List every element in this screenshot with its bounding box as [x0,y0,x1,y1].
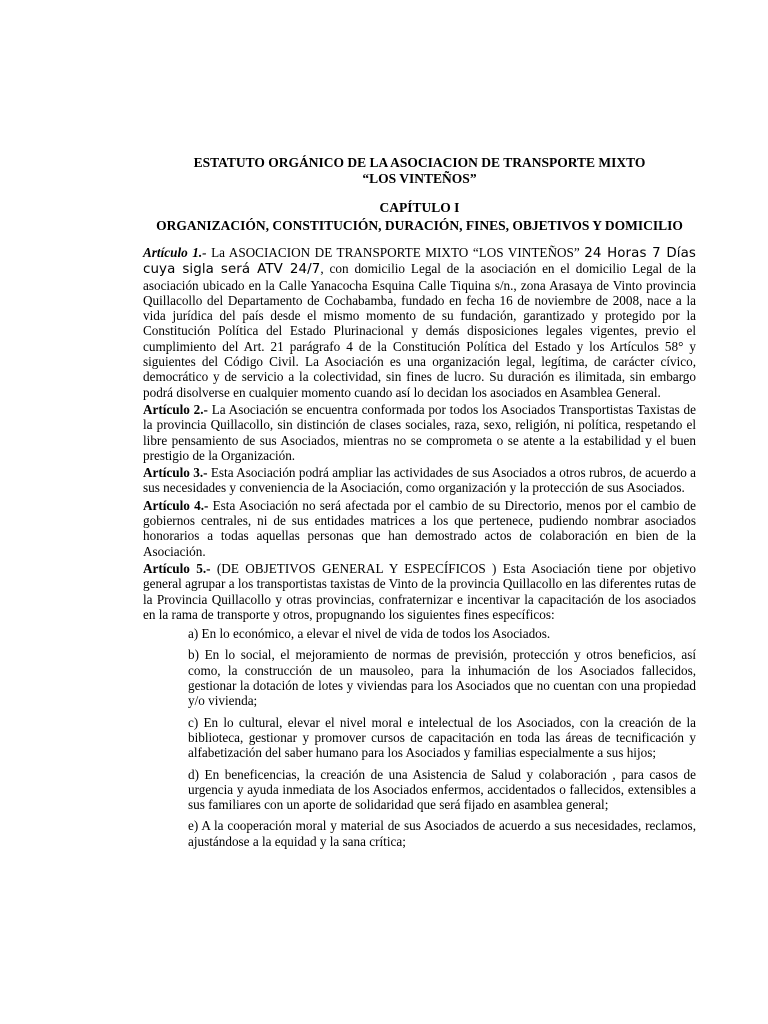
title-line-1: ESTATUTO ORGÁNICO DE LA ASOCIACION DE TRANSPORTE MIXTO [193,155,646,170]
document-page [143,155,696,855]
article-1-text-pre: La ASOCIACION DE TRANSPORTE MIXTO “LOS VINTEÑOS” [206,245,585,260]
article-3 [143,465,696,496]
article-5-label: Artículo 5.- [143,560,211,576]
article-2-label: Artículo 2.- [143,401,208,417]
article-2 [143,402,696,463]
article-1-sigla: 24 Horas 7 Días cuya sigla será ATV 24/7 [143,246,696,278]
document-title [143,155,696,187]
title-line-2: “LOS VINTEÑOS” [362,171,477,186]
article-1-label: Artículo 1.- [143,245,207,260]
article-3-text: Esta Asociación podrá ampliar las actividades de sus Asociados a otros rubros, de acuerdo a sus necesidades y conveniencia de la Asociación, como organización y la protección de sus Asociados. [143,465,696,496]
article-4-text: Esta Asociación no será afectada por el cambio de su Directorio, menos por el cambio de gobiernos centrales, ni de sus entidades matrices a los que pertenece, pudiendo nombrar asociados honorarios a todas aquellas personas que han demostrado actos de colaboración en bien de la Asociación. [143,497,696,559]
fin-item-b: b) En lo social, el mejoramiento de normas de previsión, protección y otros beneficios, así como, la construcción de un mausoleo, para la inhumación de los Asociados fallecidos, gestionar la dotación de lotes y viviendas para los Asociados que no cuentan con una propiedad y/o vivienda; [188,647,696,709]
article-5-text: (DE OBJETIVOS GENERAL Y ESPECÍFICOS ) Esta Asociación tiene por objetivo general agrupar a los transportistas taxistas de Vinto de la provincia Quillacollo en las diferentes rutas de la Provincia Quillacollo y otras provincias, confraternizar e incentivar la capacitación de los asociados en la rama de transporte y otros, propugnando los siguientes fines específicos: [143,560,697,622]
chapter-subtitle: ORGANIZACIÓN, CONSTITUCIÓN, DURACIÓN, FINES, OBJETIVOS Y DOMICILIO [156,218,683,233]
article-1-text-post: , con domicilio Legal de la asociación en el domicilio Legal de la asociación ubicado en la Calle Yanacocha Esquina Calle Tiquina s/n., zona Arasaya de Vinto provincia Quillacollo del Departamento de Cochabamba, fundado en fecha 16 de noviembre de 2008, nace a la vida jurídica del país desde el mismo momento de su fundación, garantizado y protegido por la Constitución Política del Estado Plurinacional y demás disposiciones legales vigentes, previo el cumplimiento del Art. 21 parágrafo 4 de la Constitución Política del Estado y los Artículos 58° y siguientes del Código Civil. La Asociación es una organización legal, legítima, de carácter cívico, democrático y de servicio a la colectividad, sin fines de lucro. Su duración es ilimitada, sin embargo podrá disolverse en cualquier momento cuando así lo decidan los asociados en Asamblea General. [143,261,696,400]
fin-item-e: e) A la cooperación moral y material de sus Asociados de acuerdo a sus necesidades, reclamos, ajustándose a la equidad y la sana crítica; [188,818,696,849]
article-4-label: Artículo 4.- [143,497,209,513]
fin-item-c: c) En lo cultural, elevar el nivel moral e intelectual de los Asociados, con la creación de la biblioteca, gestionar y promover cursos de capacitación en toda las áreas de tecnificación y alfabetización del saber humano para los Asociados y familias especialmente a sus hijos; [188,714,696,761]
chapter-heading: CAPÍTULO I [379,200,460,215]
fines-list [188,626,696,849]
fin-item-d: d) En beneficencias, la creación de una Asistencia de Salud y colaboración , para casos de urgencia y ayuda inmediata de los Asociados enfermos, accidentados o fallecidos, extensibles a sus familiares con un aporte de solidaridad que será fijado en asamblea general; [188,766,696,813]
article-1 [143,245,696,400]
article-3-label: Artículo 3.- [143,465,208,481]
article-4 [143,498,696,559]
fin-item-a: a) En lo económico, a elevar el nivel de vida de todos los Asociados. [188,626,551,642]
article-2-text: La Asociación se encuentra conformada por todos los Asociados Transportistas Taxistas de la provincia Quillacollo, sin distinción de clases sociales, raza, sexo, religión, ni política, respetando el libre pensamiento de sus Asociados, mientras no se comprometa o se atente a la estabilidad y el buen prestigio de la Organización. [143,401,696,463]
article-5 [143,561,696,622]
